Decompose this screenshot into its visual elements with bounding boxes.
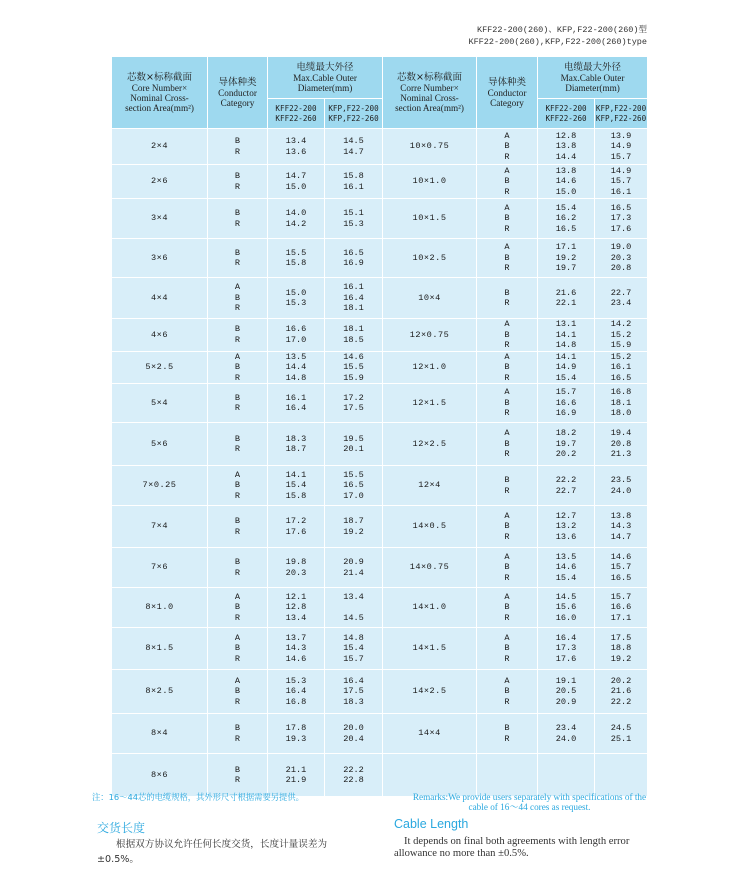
kff-diameter-right-cell: 22.2 22.7 [538,466,595,506]
table-row [112,506,648,548]
kfp-diameter-left-cell: 20.0 20.4 [325,714,383,754]
kff-diameter-left-cell: 17.2 17.6 [268,506,325,548]
kff-diameter-left-cell: 17.8 19.3 [268,714,325,754]
col-header-conductor: 导体种类 Conductor Category [208,57,268,129]
kfp-diameter-left-cell: 15.1 15.3 [325,199,383,239]
kff-diameter-right-cell: 14.1 14.9 15.4 [538,351,595,384]
kfp-diameter-right-cell: 14.2 15.2 15.9 [595,319,648,352]
kfp-diameter-left-cell: 17.2 17.5 [325,384,383,423]
kff-diameter-left-cell: 18.3 18.7 [268,423,325,466]
kfp-diameter-left-cell: 22.2 22.8 [325,754,383,797]
table-row [112,754,648,797]
kfp-diameter-right-cell: 19.4 20.8 21.3 [595,423,648,466]
spec-right-cell: 10×1.0 [383,165,477,199]
sub-header-kfp-right: KFP,F22-200 KFP,F22-260 [595,99,648,129]
category-right-cell: B R [477,278,538,319]
category-right-cell: A B R [477,628,538,670]
table-row [112,423,648,466]
spec-left-cell: 8×4 [112,714,208,754]
spec-right-cell: 14×0.75 [383,548,477,588]
category-right-cell: B R [477,714,538,754]
spec-right-cell: 14×0.5 [383,506,477,548]
category-right-cell: A B R [477,199,538,239]
section-title-cn: 交货长度 [97,821,146,835]
category-right-cell: A B R [477,239,538,278]
kfp-diameter-left-cell: 16.4 17.5 18.3 [325,670,383,714]
spec-left-cell: 7×4 [112,506,208,548]
kff-diameter-right-cell: 16.4 17.3 17.6 [538,628,595,670]
kff-diameter-left-cell: 13.7 14.3 14.6 [268,628,325,670]
kfp-diameter-left-cell: 15.5 16.5 17.0 [325,466,383,506]
spec-right-cell: 12×1.5 [383,384,477,423]
spec-left-cell: 7×0.25 [112,466,208,506]
kff-diameter-left-cell: 16.1 16.4 [268,384,325,423]
table-row [112,384,648,423]
spec-left-cell: 5×4 [112,384,208,423]
kff-diameter-right-cell: 13.5 14.6 15.4 [538,548,595,588]
header-line-1: KFF22-200(260)、KFP,F22-200(260)型 [476,25,647,35]
kff-diameter-right-cell: 13.1 14.1 14.8 [538,319,595,352]
spec-right-cell: 14×1.0 [383,588,477,628]
table-row [112,165,648,199]
kfp-diameter-left-cell: 19.5 20.1 [325,423,383,466]
category-left-cell: B R [208,384,268,423]
category-right-cell: B R [477,466,538,506]
kfp-diameter-right-cell [595,754,648,797]
category-right-cell: A B R [477,351,538,384]
kff-diameter-left-cell: 19.8 20.3 [268,548,325,588]
spec-left-cell: 8×1.0 [112,588,208,628]
spec-right-cell: 12×0.75 [383,319,477,352]
kfp-diameter-left-cell: 15.8 16.1 [325,165,383,199]
col-header-core-right: 芯数×标称截面 Corre Number× Nominal Cross- section Area(mm²) [383,57,477,129]
kff-diameter-left-cell: 15.5 15.8 [268,239,325,278]
category-right-cell: A B R [477,423,538,466]
kfp-diameter-right-cell: 15.2 16.1 16.5 [595,351,648,384]
kfp-diameter-left-cell: 18.7 19.2 [325,506,383,548]
kfp-diameter-right-cell: 24.5 25.1 [595,714,648,754]
category-left-cell: A B R [208,628,268,670]
kfp-diameter-left-cell: 13.4 14.5 [325,588,383,628]
cable-spec-table [111,56,648,797]
category-right-cell: A B R [477,384,538,423]
kfp-diameter-right-cell: 20.2 21.6 22.2 [595,670,648,714]
kfp-diameter-right-cell: 23.5 24.0 [595,466,648,506]
kfp-diameter-left-cell: 16.5 16.9 [325,239,383,278]
category-left-cell: A B R [208,588,268,628]
kff-diameter-right-cell: 23.4 24.0 [538,714,595,754]
kfp-diameter-left-cell: 14.8 15.4 15.7 [325,628,383,670]
table-row [112,628,648,670]
spec-right-cell: 14×2.5 [383,670,477,714]
category-right-cell: A B R [477,129,538,165]
kff-diameter-left-cell: 15.0 15.3 [268,278,325,319]
kff-diameter-left-cell: 14.7 15.0 [268,165,325,199]
category-left-cell: B R [208,319,268,352]
table-row [112,351,648,384]
spec-right-cell: 14×1.5 [383,628,477,670]
spec-left-cell: 8×2.5 [112,670,208,714]
table-row [112,548,648,588]
sub-header-kff-right: KFF22-200 KFF22-260 [538,99,595,129]
kfp-diameter-right-cell: 16.5 17.3 17.6 [595,199,648,239]
category-left-cell: B R [208,548,268,588]
kfp-diameter-left-cell: 16.1 16.4 18.1 [325,278,383,319]
category-right-cell: A B R [477,588,538,628]
category-left-cell: B R [208,199,268,239]
spec-left-cell: 8×1.5 [112,628,208,670]
spec-right-cell: 12×4 [383,466,477,506]
category-left-cell: A B R [208,278,268,319]
kff-diameter-right-cell: 14.5 15.6 16.0 [538,588,595,628]
kff-diameter-left-cell: 14.0 14.2 [268,199,325,239]
kff-diameter-right-cell: 13.8 14.6 15.0 [538,165,595,199]
category-left-cell: B R [208,714,268,754]
table-row [112,278,648,319]
kfp-diameter-right-cell: 15.7 16.6 17.1 [595,588,648,628]
kff-diameter-right-cell: 12.7 13.2 13.6 [538,506,595,548]
spec-left-cell: 2×4 [112,129,208,165]
category-left-cell: A B R [208,670,268,714]
spec-left-cell: 5×2.5 [112,351,208,384]
spec-right-cell: 14×4 [383,714,477,754]
kff-diameter-right-cell: 17.1 19.2 19.7 [538,239,595,278]
category-right-cell: A B R [477,506,538,548]
kff-diameter-left-cell: 13.5 14.4 14.8 [268,351,325,384]
spec-left-cell: 7×6 [112,548,208,588]
kfp-diameter-right-cell: 19.0 20.3 20.8 [595,239,648,278]
kff-diameter-left-cell: 21.1 21.9 [268,754,325,797]
category-left-cell: B R [208,129,268,165]
category-left-cell: B R [208,165,268,199]
kfp-diameter-right-cell: 13.8 14.3 14.7 [595,506,648,548]
spec-right-cell: 10×2.5 [383,239,477,278]
spec-left-cell: 2×6 [112,165,208,199]
category-left-cell: B R [208,506,268,548]
table-row [112,588,648,628]
category-right-cell: A B R [477,165,538,199]
note-english: Remarks:We provide users separately with specifications of the cable of 16～44 cores as request. [412,792,647,812]
kfp-diameter-left-cell: 20.9 21.4 [325,548,383,588]
header-line-2: KFF22-200(260),KFP,F22-200(260)type [468,37,647,47]
spec-right-cell: 10×1.5 [383,199,477,239]
category-left-cell: A B R [208,351,268,384]
col-header-core: 芯数×标称截面 Core Number× Nominal Cross- section Area(mm²) [112,57,208,129]
kfp-diameter-right-cell: 17.5 18.8 19.2 [595,628,648,670]
spec-left-cell: 8×6 [112,754,208,797]
kff-diameter-right-cell: 18.2 19.7 20.2 [538,423,595,466]
table-row [112,670,648,714]
category-left-cell: A B R [208,466,268,506]
section-title-en: Cable Length [394,817,469,831]
kfp-diameter-right-cell: 14.6 15.7 16.5 [595,548,648,588]
spec-right-cell [383,754,477,797]
kfp-diameter-right-cell: 16.8 18.1 18.0 [595,384,648,423]
category-right-cell: A B R [477,548,538,588]
kfp-diameter-right-cell: 13.9 14.9 15.7 [595,129,648,165]
kfp-diameter-left-cell: 18.1 18.5 [325,319,383,352]
sub-header-kff: KFF22-200 KFF22-260 [268,99,325,129]
sub-header-kfp: KFP,F22-200 KFP,F22-260 [325,99,383,129]
note-chinese: 注：16～44芯的电缆规格，其外形尺寸根据需要另提供。 [92,792,304,802]
section-body-cn: 根据双方协议允许任何长度交货，长度计量误差为±0.5%。 [97,839,328,865]
spec-left-cell: 4×4 [112,278,208,319]
category-left-cell: B R [208,423,268,466]
kfp-diameter-right-cell: 14.9 15.7 16.1 [595,165,648,199]
kff-diameter-right-cell: 12.8 13.8 14.4 [538,129,595,165]
table-row [112,199,648,239]
spec-left-cell: 4×6 [112,319,208,352]
col-header-diameter: 电缆最大外径 Max.Cable Outer Diameter(mm) [268,57,383,99]
spec-left-cell: 5×6 [112,423,208,466]
spec-right-cell: 12×2.5 [383,423,477,466]
kfp-diameter-left-cell: 14.6 15.5 15.9 [325,351,383,384]
spec-right-cell: 10×4 [383,278,477,319]
table-row [112,714,648,754]
category-left-cell: B R [208,754,268,797]
kff-diameter-left-cell: 14.1 15.4 15.8 [268,466,325,506]
category-right-cell: A B R [477,670,538,714]
spec-left-cell: 3×6 [112,239,208,278]
table-row [112,239,648,278]
col-header-diameter-right: 电缆最大外径 Max.Cable Outer Diameter(mm) [538,57,648,99]
kff-diameter-right-cell: 19.1 20.5 20.9 [538,670,595,714]
section-body-en: It depends on final both agreements with length error allowance no more than ±0.5%. [394,836,630,859]
kff-diameter-left-cell: 13.4 13.6 [268,129,325,165]
spec-left-cell: 3×4 [112,199,208,239]
kfp-diameter-right-cell: 22.7 23.4 [595,278,648,319]
kff-diameter-left-cell: 12.1 12.8 13.4 [268,588,325,628]
table-row [112,319,648,352]
kff-diameter-left-cell: 15.3 16.4 16.8 [268,670,325,714]
kff-diameter-right-cell: 21.6 22.1 [538,278,595,319]
kff-diameter-right-cell: 15.4 16.2 16.5 [538,199,595,239]
category-right-cell [477,754,538,797]
spec-right-cell: 12×1.0 [383,351,477,384]
kff-diameter-right-cell: 15.7 16.6 16.9 [538,384,595,423]
spec-right-cell: 10×0.75 [383,129,477,165]
category-right-cell: A B R [477,319,538,352]
kff-diameter-left-cell: 16.6 17.0 [268,319,325,352]
kff-diameter-right-cell [538,754,595,797]
col-header-conductor-right: 导体种类 Conductor Category [477,57,538,129]
table-row [112,466,648,506]
category-left-cell: B R [208,239,268,278]
kfp-diameter-left-cell: 14.5 14.7 [325,129,383,165]
table-row [112,129,648,165]
page-header [468,24,647,48]
